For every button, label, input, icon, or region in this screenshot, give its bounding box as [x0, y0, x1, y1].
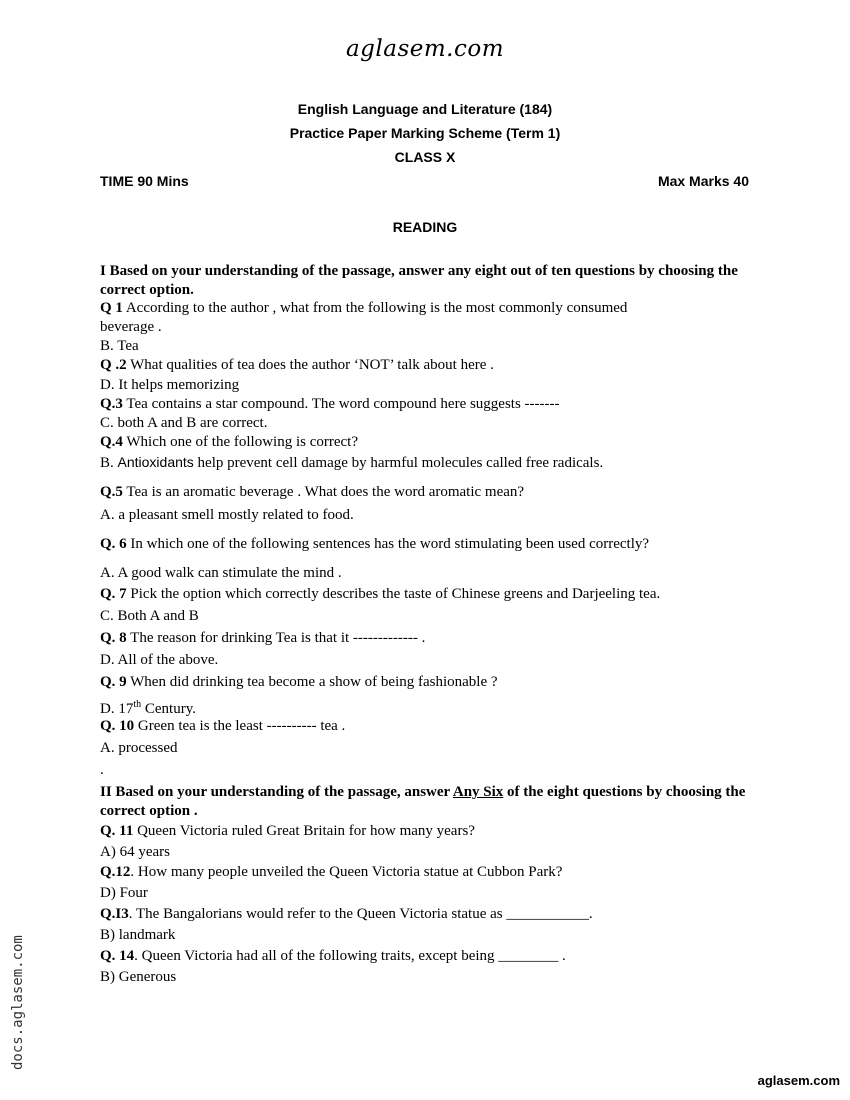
answer-line: A. A good walk can stimulate the mind . — [100, 565, 342, 581]
question-line: Q .2 What qualities of tea does the author ‘NOT’ talk about here . — [100, 357, 494, 373]
site-logo: aglasem.com — [345, 36, 505, 62]
paper-title: Practice Paper Marking Scheme (Term 1) — [289, 125, 561, 141]
subject-title: English Language and Literature (184) — [297, 101, 553, 117]
footer-link[interactable]: aglasem.com — [757, 1073, 840, 1088]
answer-line: D) Four — [100, 885, 148, 901]
max-marks-label: Max Marks 40 — [657, 173, 749, 189]
section1-instruction: I Based on your understanding of the passage, answer any eight out of ten questions by choosing the correct option. — [100, 263, 738, 298]
section2-instruction: II Based on your understanding of the passage, answer Any Six of the eight questions by choosing the correct option . — [100, 784, 746, 819]
time-label: TIME 90 Mins — [100, 173, 189, 189]
answer-line: A. processed — [100, 740, 178, 756]
question-line: Q. 14. Queen Victoria had all of the following traits, except being ________ . — [100, 948, 566, 964]
question-line: Q.3 Tea contains a star compound. The word compound here suggests ------- — [100, 396, 560, 412]
dot-line: . — [100, 762, 104, 778]
question-line: Q.4 Which one of the following is correct? — [100, 434, 358, 450]
question-line: Q. 11 Queen Victoria ruled Great Britain for how many years? — [100, 823, 475, 839]
question-line: Q.I3. The Bangalorians would refer to the Queen Victoria statue as ___________. — [100, 906, 593, 922]
question-line: Q.12. How many people unveiled the Queen Victoria statue at Cubbon Park? — [100, 864, 563, 880]
question-line: Q. 7 Pick the option which correctly describes the taste of Chinese greens and Darjeeling tea. — [100, 586, 661, 602]
question-line: beverage . — [100, 319, 162, 335]
question-line: Q. 8 The reason for drinking Tea is that it ------------- . — [100, 630, 426, 646]
class-label: CLASS X — [394, 149, 456, 165]
question-line: Q. 9 When did drinking tea become a show of being fashionable ? — [100, 674, 498, 690]
side-watermark: docs.aglasem.com — [10, 935, 26, 1070]
question-line: Q 1 According to the author , what from the following is the most commonly consumed — [100, 300, 628, 316]
answer-line: B. Tea — [100, 338, 139, 354]
answer-line: B. Antioxidants help prevent cell damage by harmful molecules called free radicals. — [100, 454, 604, 471]
answer-line: D. 17th Century. — [100, 699, 196, 717]
section-heading: READING — [392, 219, 458, 235]
answer-line: B) Generous — [100, 969, 177, 985]
answer-line: C. Both A and B — [100, 608, 199, 624]
answer-line: A) 64 years — [100, 844, 170, 860]
answer-line: B) landmark — [100, 927, 176, 943]
question-line: Q. 10 Green tea is the least ---------- tea . — [100, 718, 346, 734]
answer-line: C. both A and B are correct. — [100, 415, 268, 431]
answer-line: A. a pleasant smell mostly related to food. — [100, 507, 354, 523]
question-line: Q.5 Tea is an aromatic beverage . What does the word aromatic mean? — [100, 484, 525, 500]
answer-line: D. All of the above. — [100, 652, 219, 668]
answer-line: D. It helps memorizing — [100, 377, 240, 393]
question-line: Q. 6 In which one of the following sentences has the word stimulating been used correctly? — [100, 536, 650, 552]
